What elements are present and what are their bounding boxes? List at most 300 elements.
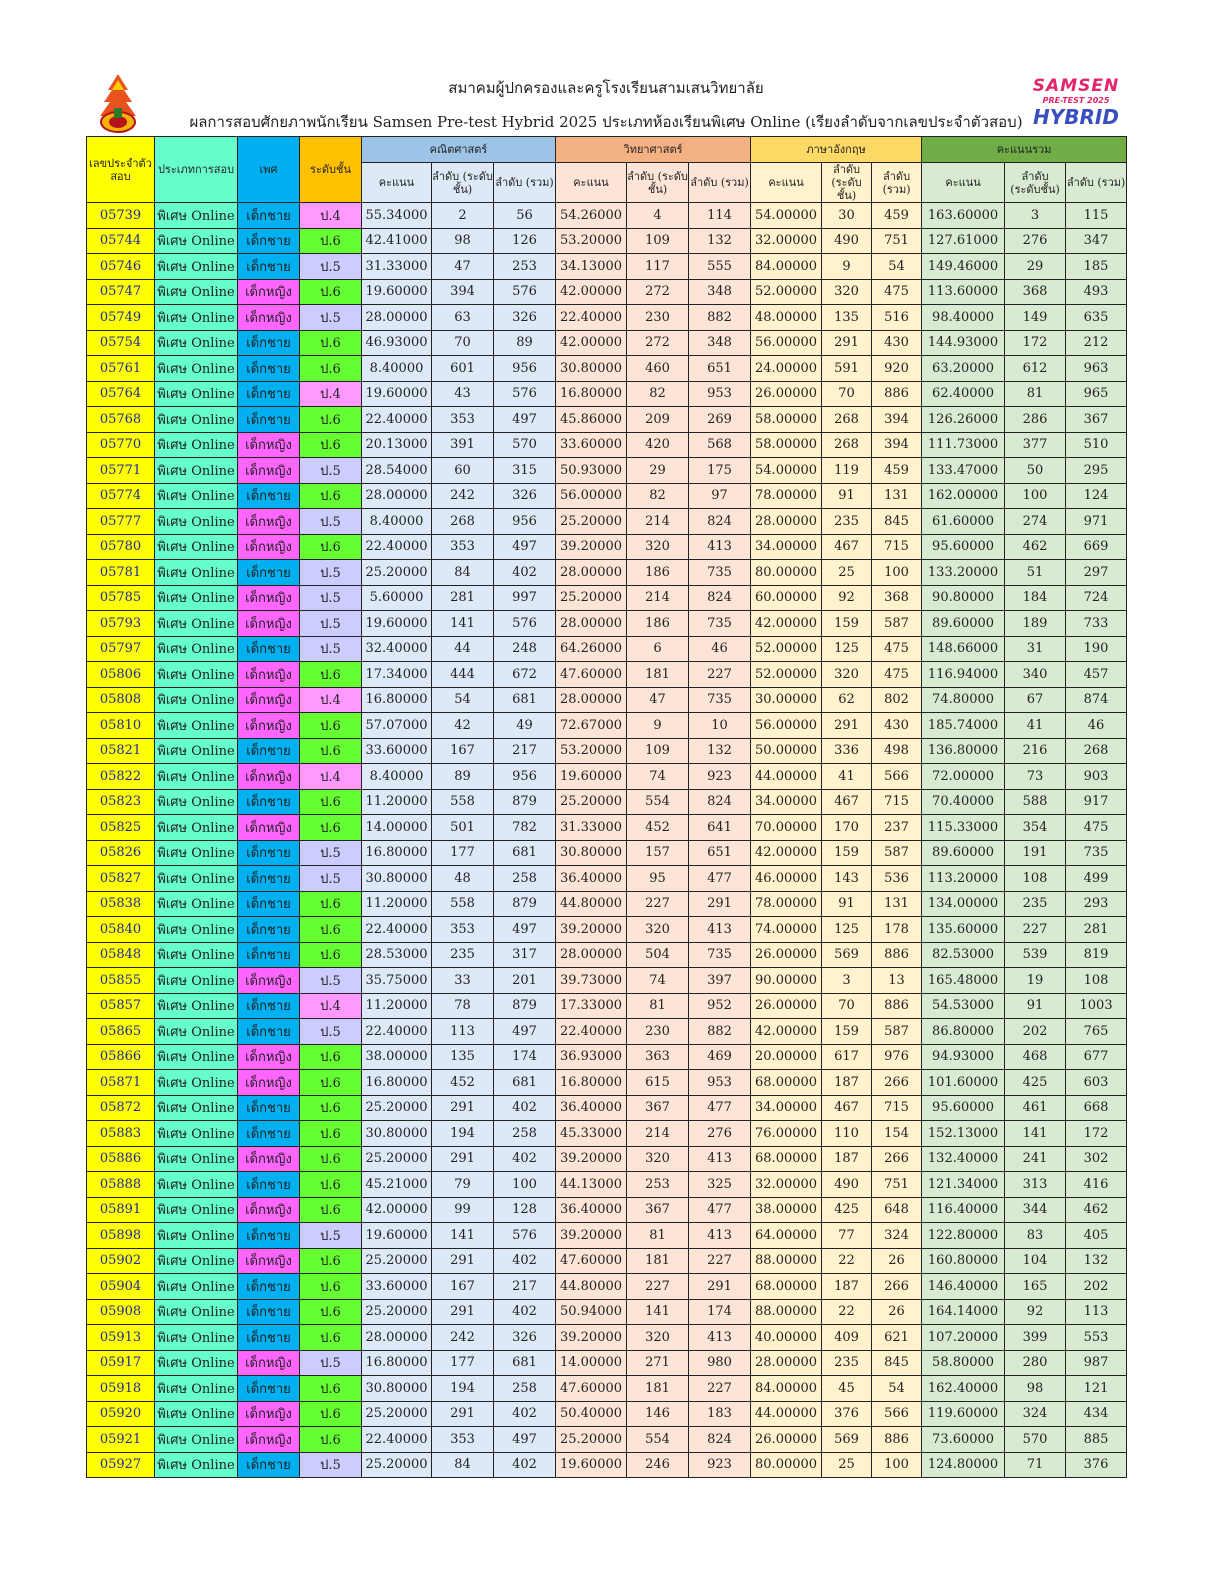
math-rank-all-cell: 576 bbox=[494, 1223, 556, 1249]
math-score-cell: 11.20000 bbox=[362, 789, 432, 815]
grade-level-cell: ป.5 bbox=[300, 585, 362, 611]
student-id-cell: 05921 bbox=[87, 1427, 155, 1453]
math-rank-all-cell: 402 bbox=[494, 1299, 556, 1325]
math-score-cell: 16.80000 bbox=[362, 1070, 432, 1096]
gender-cell: เด็กชาย bbox=[238, 203, 300, 229]
english-rank-level-cell: 125 bbox=[822, 917, 872, 943]
math-rank-level-cell: 84 bbox=[432, 1452, 494, 1478]
exam-type-cell: พิเศษ Online bbox=[155, 483, 238, 509]
math-rank-all-cell: 402 bbox=[494, 560, 556, 586]
total-rank-level-cell: 354 bbox=[1005, 815, 1066, 841]
english-score-cell: 38.00000 bbox=[751, 1197, 822, 1223]
grade-level-cell: ป.6 bbox=[300, 1044, 362, 1070]
total-rank-all-cell: 281 bbox=[1066, 917, 1127, 943]
science-score-cell: 14.00000 bbox=[556, 1350, 627, 1376]
english-score-cell: 32.00000 bbox=[751, 228, 822, 254]
math-score-cell: 33.60000 bbox=[362, 1274, 432, 1300]
total-rank-level-cell: 50 bbox=[1005, 458, 1066, 484]
english-rank-level-cell: 125 bbox=[822, 636, 872, 662]
total-score-cell: 115.33000 bbox=[922, 815, 1005, 841]
total-rank-all-cell: 121 bbox=[1066, 1376, 1127, 1402]
science-rank-level-cell: 74 bbox=[627, 764, 689, 790]
science-score-cell: 47.60000 bbox=[556, 1376, 627, 1402]
gender-cell: เด็กชาย bbox=[238, 840, 300, 866]
total-score-cell: 162.00000 bbox=[922, 483, 1005, 509]
total-rank-all-cell: 113 bbox=[1066, 1299, 1127, 1325]
english-rank-level-cell: 425 bbox=[822, 1197, 872, 1223]
math-rank-all-cell: 681 bbox=[494, 840, 556, 866]
english-rank-all-cell: 475 bbox=[872, 662, 922, 688]
science-rank-all-cell: 953 bbox=[689, 381, 751, 407]
total-rank-all-cell: 46 bbox=[1066, 713, 1127, 739]
english-rank-level-cell: 135 bbox=[822, 305, 872, 331]
math-rank-all-cell: 879 bbox=[494, 789, 556, 815]
gender-cell: เด็กหญิง bbox=[238, 713, 300, 739]
total-rank-all-cell: 735 bbox=[1066, 840, 1127, 866]
english-rank-all-cell: 475 bbox=[872, 279, 922, 305]
english-rank-all-cell: 648 bbox=[872, 1197, 922, 1223]
math-rank-level-cell: 558 bbox=[432, 891, 494, 917]
math-score-cell: 42.41000 bbox=[362, 228, 432, 254]
science-rank-all-cell: 413 bbox=[689, 1146, 751, 1172]
exam-type-cell: พิเศษ Online bbox=[155, 942, 238, 968]
exam-type-cell: พิเศษ Online bbox=[155, 713, 238, 739]
gender-cell: เด็กชาย bbox=[238, 1095, 300, 1121]
english-score-cell: 28.00000 bbox=[751, 1350, 822, 1376]
col-header-total-score: คะแนน bbox=[922, 163, 1005, 203]
math-rank-level-cell: 44 bbox=[432, 636, 494, 662]
gender-cell: เด็กหญิง bbox=[238, 662, 300, 688]
math-rank-level-cell: 268 bbox=[432, 509, 494, 535]
english-rank-level-cell: 235 bbox=[822, 509, 872, 535]
total-score-cell: 121.34000 bbox=[922, 1172, 1005, 1198]
science-rank-all-cell: 735 bbox=[689, 611, 751, 637]
science-score-cell: 45.33000 bbox=[556, 1121, 627, 1147]
english-rank-all-cell: 715 bbox=[872, 789, 922, 815]
english-rank-all-cell: 715 bbox=[872, 1095, 922, 1121]
science-rank-all-cell: 348 bbox=[689, 330, 751, 356]
science-rank-level-cell: 320 bbox=[627, 1146, 689, 1172]
gender-cell: เด็กชาย bbox=[238, 1274, 300, 1300]
total-rank-all-cell: 668 bbox=[1066, 1095, 1127, 1121]
english-rank-level-cell: 77 bbox=[822, 1223, 872, 1249]
total-rank-level-cell: 377 bbox=[1005, 432, 1066, 458]
table-row bbox=[87, 1376, 1127, 1402]
total-rank-all-cell: 475 bbox=[1066, 815, 1127, 841]
math-score-cell: 5.60000 bbox=[362, 585, 432, 611]
english-rank-level-cell: 569 bbox=[822, 942, 872, 968]
student-id-cell: 05904 bbox=[87, 1274, 155, 1300]
total-score-cell: 148.66000 bbox=[922, 636, 1005, 662]
table-row bbox=[87, 1095, 1127, 1121]
exam-type-cell: พิเศษ Online bbox=[155, 789, 238, 815]
student-id-cell: 05898 bbox=[87, 1223, 155, 1249]
math-score-cell: 8.40000 bbox=[362, 509, 432, 535]
math-rank-all-cell: 217 bbox=[494, 1274, 556, 1300]
science-rank-all-cell: 824 bbox=[689, 585, 751, 611]
gender-cell: เด็กชาย bbox=[238, 381, 300, 407]
page-header bbox=[86, 70, 1126, 134]
english-rank-all-cell: 26 bbox=[872, 1299, 922, 1325]
total-rank-level-cell: 280 bbox=[1005, 1350, 1066, 1376]
math-rank-level-cell: 394 bbox=[432, 279, 494, 305]
exam-type-cell: พิเศษ Online bbox=[155, 611, 238, 637]
english-rank-level-cell: 320 bbox=[822, 662, 872, 688]
english-rank-all-cell: 587 bbox=[872, 840, 922, 866]
math-rank-all-cell: 89 bbox=[494, 330, 556, 356]
english-rank-all-cell: 751 bbox=[872, 228, 922, 254]
table-row bbox=[87, 432, 1127, 458]
english-score-cell: 76.00000 bbox=[751, 1121, 822, 1147]
math-score-cell: 19.60000 bbox=[362, 611, 432, 637]
math-rank-all-cell: 497 bbox=[494, 1427, 556, 1453]
math-rank-all-cell: 258 bbox=[494, 1121, 556, 1147]
science-rank-level-cell: 554 bbox=[627, 1427, 689, 1453]
exam-type-cell: พิเศษ Online bbox=[155, 1452, 238, 1478]
total-rank-all-cell: 295 bbox=[1066, 458, 1127, 484]
english-rank-all-cell: 498 bbox=[872, 738, 922, 764]
science-rank-all-cell: 469 bbox=[689, 1044, 751, 1070]
math-rank-all-cell: 956 bbox=[494, 764, 556, 790]
science-score-cell: 19.60000 bbox=[556, 1452, 627, 1478]
english-rank-level-cell: 159 bbox=[822, 1019, 872, 1045]
total-rank-all-cell: 499 bbox=[1066, 866, 1127, 892]
english-rank-level-cell: 41 bbox=[822, 764, 872, 790]
total-rank-level-cell: 241 bbox=[1005, 1146, 1066, 1172]
gender-cell: เด็กหญิง bbox=[238, 432, 300, 458]
gender-cell: เด็กชาย bbox=[238, 1452, 300, 1478]
english-rank-level-cell: 25 bbox=[822, 560, 872, 586]
science-rank-all-cell: 227 bbox=[689, 662, 751, 688]
total-rank-all-cell: 1003 bbox=[1066, 993, 1127, 1019]
science-score-cell: 50.93000 bbox=[556, 458, 627, 484]
total-rank-level-cell: 340 bbox=[1005, 662, 1066, 688]
exam-type-cell: พิเศษ Online bbox=[155, 764, 238, 790]
event-logo-line3: HYBRID bbox=[1033, 105, 1119, 129]
student-id-cell: 05838 bbox=[87, 891, 155, 917]
math-rank-all-cell: 317 bbox=[494, 942, 556, 968]
english-rank-level-cell: 3 bbox=[822, 968, 872, 994]
math-rank-level-cell: 281 bbox=[432, 585, 494, 611]
grade-level-cell: ป.6 bbox=[300, 534, 362, 560]
science-score-cell: 16.80000 bbox=[556, 1070, 627, 1096]
math-rank-all-cell: 681 bbox=[494, 687, 556, 713]
science-rank-level-cell: 109 bbox=[627, 228, 689, 254]
science-rank-level-cell: 271 bbox=[627, 1350, 689, 1376]
student-id-cell: 05739 bbox=[87, 203, 155, 229]
gender-cell: เด็กชาย bbox=[238, 228, 300, 254]
math-rank-all-cell: 879 bbox=[494, 993, 556, 1019]
english-rank-level-cell: 170 bbox=[822, 815, 872, 841]
science-rank-all-cell: 174 bbox=[689, 1299, 751, 1325]
math-rank-all-cell: 497 bbox=[494, 534, 556, 560]
grade-level-cell: ป.4 bbox=[300, 687, 362, 713]
table-row bbox=[87, 254, 1127, 280]
col-header-math-score: คะแนน bbox=[362, 163, 432, 203]
total-rank-all-cell: 416 bbox=[1066, 1172, 1127, 1198]
total-score-cell: 146.40000 bbox=[922, 1274, 1005, 1300]
english-rank-all-cell: 886 bbox=[872, 993, 922, 1019]
math-score-cell: 8.40000 bbox=[362, 356, 432, 382]
english-score-cell: 54.00000 bbox=[751, 203, 822, 229]
total-score-cell: 163.60000 bbox=[922, 203, 1005, 229]
math-score-cell: 19.60000 bbox=[362, 1223, 432, 1249]
gender-cell: เด็กชาย bbox=[238, 407, 300, 433]
math-score-cell: 28.00000 bbox=[362, 1325, 432, 1351]
english-score-cell: 26.00000 bbox=[751, 942, 822, 968]
english-rank-level-cell: 591 bbox=[822, 356, 872, 382]
total-rank-level-cell: 3 bbox=[1005, 203, 1066, 229]
science-rank-level-cell: 186 bbox=[627, 611, 689, 637]
science-score-cell: 25.20000 bbox=[556, 789, 627, 815]
math-rank-all-cell: 576 bbox=[494, 611, 556, 637]
exam-type-cell: พิเศษ Online bbox=[155, 407, 238, 433]
english-rank-all-cell: 100 bbox=[872, 560, 922, 586]
student-id-cell: 05793 bbox=[87, 611, 155, 637]
student-id-cell: 05891 bbox=[87, 1197, 155, 1223]
math-rank-level-cell: 601 bbox=[432, 356, 494, 382]
science-score-cell: 36.93000 bbox=[556, 1044, 627, 1070]
math-rank-level-cell: 194 bbox=[432, 1376, 494, 1402]
english-rank-all-cell: 430 bbox=[872, 713, 922, 739]
total-rank-level-cell: 19 bbox=[1005, 968, 1066, 994]
science-rank-level-cell: 504 bbox=[627, 942, 689, 968]
student-id-cell: 05888 bbox=[87, 1172, 155, 1198]
english-score-cell: 34.00000 bbox=[751, 789, 822, 815]
total-score-cell: 90.80000 bbox=[922, 585, 1005, 611]
grade-level-cell: ป.6 bbox=[300, 228, 362, 254]
math-rank-all-cell: 681 bbox=[494, 1350, 556, 1376]
student-id-cell: 05825 bbox=[87, 815, 155, 841]
exam-type-cell: พิเศษ Online bbox=[155, 228, 238, 254]
science-rank-level-cell: 209 bbox=[627, 407, 689, 433]
english-score-cell: 56.00000 bbox=[751, 330, 822, 356]
english-rank-all-cell: 237 bbox=[872, 815, 922, 841]
table-row bbox=[87, 942, 1127, 968]
math-score-cell: 30.80000 bbox=[362, 1376, 432, 1402]
exam-type-cell: พิเศษ Online bbox=[155, 509, 238, 535]
science-rank-level-cell: 320 bbox=[627, 534, 689, 560]
grade-level-cell: ป.4 bbox=[300, 381, 362, 407]
math-rank-level-cell: 501 bbox=[432, 815, 494, 841]
col-header-sci-score: คะแนน bbox=[556, 163, 627, 203]
english-rank-all-cell: 178 bbox=[872, 917, 922, 943]
science-rank-level-cell: 227 bbox=[627, 1274, 689, 1300]
science-score-cell: 19.60000 bbox=[556, 764, 627, 790]
exam-type-cell: พิเศษ Online bbox=[155, 1121, 238, 1147]
total-score-cell: 134.00000 bbox=[922, 891, 1005, 917]
english-score-cell: 34.00000 bbox=[751, 1095, 822, 1121]
math-rank-level-cell: 113 bbox=[432, 1019, 494, 1045]
english-score-cell: 56.00000 bbox=[751, 713, 822, 739]
science-rank-all-cell: 651 bbox=[689, 840, 751, 866]
math-score-cell: 46.93000 bbox=[362, 330, 432, 356]
student-id-cell: 05821 bbox=[87, 738, 155, 764]
english-score-cell: 90.00000 bbox=[751, 968, 822, 994]
col-group-science: วิทยาศาสตร์ bbox=[556, 137, 751, 163]
english-rank-level-cell: 490 bbox=[822, 1172, 872, 1198]
english-rank-all-cell: 886 bbox=[872, 381, 922, 407]
results-body bbox=[87, 203, 1127, 1478]
total-rank-all-cell: 434 bbox=[1066, 1401, 1127, 1427]
science-score-cell: 25.20000 bbox=[556, 509, 627, 535]
col-header-gender: เพศ bbox=[238, 137, 300, 203]
total-rank-level-cell: 98 bbox=[1005, 1376, 1066, 1402]
math-score-cell: 19.60000 bbox=[362, 381, 432, 407]
grade-level-cell: ป.6 bbox=[300, 815, 362, 841]
exam-type-cell: พิเศษ Online bbox=[155, 866, 238, 892]
english-rank-level-cell: 467 bbox=[822, 1095, 872, 1121]
total-score-cell: 133.20000 bbox=[922, 560, 1005, 586]
science-score-cell: 39.20000 bbox=[556, 1325, 627, 1351]
math-rank-all-cell: 49 bbox=[494, 713, 556, 739]
math-rank-all-cell: 497 bbox=[494, 1019, 556, 1045]
exam-type-cell: พิเศษ Online bbox=[155, 330, 238, 356]
gender-cell: เด็กชาย bbox=[238, 917, 300, 943]
english-score-cell: 70.00000 bbox=[751, 815, 822, 841]
science-score-cell: 33.60000 bbox=[556, 432, 627, 458]
student-id-cell: 05822 bbox=[87, 764, 155, 790]
total-rank-level-cell: 191 bbox=[1005, 840, 1066, 866]
math-rank-level-cell: 47 bbox=[432, 254, 494, 280]
grade-level-cell: ป.5 bbox=[300, 1350, 362, 1376]
english-score-cell: 52.00000 bbox=[751, 662, 822, 688]
math-rank-level-cell: 353 bbox=[432, 407, 494, 433]
math-score-cell: 8.40000 bbox=[362, 764, 432, 790]
science-rank-all-cell: 555 bbox=[689, 254, 751, 280]
english-rank-all-cell: 100 bbox=[872, 1452, 922, 1478]
english-rank-all-cell: 459 bbox=[872, 203, 922, 229]
grade-level-cell: ป.5 bbox=[300, 636, 362, 662]
grade-level-cell: ป.6 bbox=[300, 1299, 362, 1325]
science-rank-all-cell: 641 bbox=[689, 815, 751, 841]
exam-type-cell: พิเศษ Online bbox=[155, 305, 238, 331]
col-header-sci-rank-level: ลำดับ (ระดับชั้น) bbox=[627, 163, 689, 203]
math-rank-level-cell: 99 bbox=[432, 1197, 494, 1223]
science-rank-level-cell: 81 bbox=[627, 1223, 689, 1249]
grade-level-cell: ป.5 bbox=[300, 1452, 362, 1478]
math-score-cell: 22.40000 bbox=[362, 1019, 432, 1045]
math-rank-level-cell: 141 bbox=[432, 1223, 494, 1249]
english-rank-level-cell: 235 bbox=[822, 1350, 872, 1376]
math-rank-level-cell: 353 bbox=[432, 1427, 494, 1453]
math-rank-level-cell: 194 bbox=[432, 1121, 494, 1147]
math-rank-all-cell: 879 bbox=[494, 891, 556, 917]
total-rank-level-cell: 202 bbox=[1005, 1019, 1066, 1045]
science-rank-level-cell: 460 bbox=[627, 356, 689, 382]
english-rank-all-cell: 920 bbox=[872, 356, 922, 382]
english-rank-level-cell: 268 bbox=[822, 432, 872, 458]
english-score-cell: 24.00000 bbox=[751, 356, 822, 382]
gender-cell: เด็กหญิง bbox=[238, 279, 300, 305]
table-row bbox=[87, 458, 1127, 484]
science-rank-all-cell: 325 bbox=[689, 1172, 751, 1198]
table-row bbox=[87, 585, 1127, 611]
english-rank-level-cell: 569 bbox=[822, 1427, 872, 1453]
grade-level-cell: ป.5 bbox=[300, 305, 362, 331]
science-rank-level-cell: 47 bbox=[627, 687, 689, 713]
gender-cell: เด็กชาย bbox=[238, 1121, 300, 1147]
math-rank-level-cell: 177 bbox=[432, 1350, 494, 1376]
science-score-cell: 28.00000 bbox=[556, 687, 627, 713]
total-rank-level-cell: 165 bbox=[1005, 1274, 1066, 1300]
english-score-cell: 32.00000 bbox=[751, 1172, 822, 1198]
total-score-cell: 89.60000 bbox=[922, 611, 1005, 637]
math-score-cell: 31.33000 bbox=[362, 254, 432, 280]
table-row bbox=[87, 611, 1127, 637]
math-score-cell: 55.34000 bbox=[362, 203, 432, 229]
total-rank-level-cell: 73 bbox=[1005, 764, 1066, 790]
science-score-cell: 25.20000 bbox=[556, 585, 627, 611]
english-score-cell: 30.00000 bbox=[751, 687, 822, 713]
grade-level-cell: ป.6 bbox=[300, 789, 362, 815]
math-rank-all-cell: 402 bbox=[494, 1452, 556, 1478]
grade-level-cell: ป.6 bbox=[300, 738, 362, 764]
exam-type-cell: พิเศษ Online bbox=[155, 687, 238, 713]
grade-level-cell: ป.5 bbox=[300, 254, 362, 280]
student-id-cell: 05768 bbox=[87, 407, 155, 433]
student-id-cell: 05808 bbox=[87, 687, 155, 713]
science-rank-all-cell: 348 bbox=[689, 279, 751, 305]
english-score-cell: 40.00000 bbox=[751, 1325, 822, 1351]
total-rank-all-cell: 917 bbox=[1066, 789, 1127, 815]
science-rank-all-cell: 46 bbox=[689, 636, 751, 662]
exam-type-cell: พิเศษ Online bbox=[155, 203, 238, 229]
math-score-cell: 25.20000 bbox=[362, 560, 432, 586]
english-rank-all-cell: 566 bbox=[872, 764, 922, 790]
math-rank-level-cell: 353 bbox=[432, 917, 494, 943]
grade-level-cell: ป.5 bbox=[300, 968, 362, 994]
science-score-cell: 54.26000 bbox=[556, 203, 627, 229]
science-score-cell: 39.20000 bbox=[556, 1146, 627, 1172]
science-score-cell: 56.00000 bbox=[556, 483, 627, 509]
science-rank-all-cell: 413 bbox=[689, 917, 751, 943]
gender-cell: เด็กหญิง bbox=[238, 764, 300, 790]
grade-level-cell: ป.6 bbox=[300, 891, 362, 917]
science-rank-all-cell: 175 bbox=[689, 458, 751, 484]
science-rank-all-cell: 953 bbox=[689, 1070, 751, 1096]
total-rank-all-cell: 212 bbox=[1066, 330, 1127, 356]
student-id-cell: 05855 bbox=[87, 968, 155, 994]
english-rank-all-cell: 516 bbox=[872, 305, 922, 331]
total-rank-level-cell: 216 bbox=[1005, 738, 1066, 764]
total-rank-all-cell: 903 bbox=[1066, 764, 1127, 790]
science-rank-level-cell: 141 bbox=[627, 1299, 689, 1325]
english-rank-level-cell: 467 bbox=[822, 534, 872, 560]
science-score-cell: 53.20000 bbox=[556, 228, 627, 254]
grade-level-cell: ป.5 bbox=[300, 611, 362, 637]
student-id-cell: 05913 bbox=[87, 1325, 155, 1351]
science-rank-all-cell: 923 bbox=[689, 764, 751, 790]
math-score-cell: 16.80000 bbox=[362, 840, 432, 866]
total-rank-level-cell: 81 bbox=[1005, 381, 1066, 407]
english-rank-level-cell: 25 bbox=[822, 1452, 872, 1478]
grade-level-cell: ป.6 bbox=[300, 1274, 362, 1300]
total-rank-level-cell: 83 bbox=[1005, 1223, 1066, 1249]
total-rank-level-cell: 100 bbox=[1005, 483, 1066, 509]
total-rank-all-cell: 172 bbox=[1066, 1121, 1127, 1147]
gender-cell: เด็กชาย bbox=[238, 738, 300, 764]
student-id-cell: 05886 bbox=[87, 1146, 155, 1172]
english-score-cell: 88.00000 bbox=[751, 1299, 822, 1325]
math-rank-all-cell: 326 bbox=[494, 483, 556, 509]
total-rank-level-cell: 41 bbox=[1005, 713, 1066, 739]
total-rank-level-cell: 184 bbox=[1005, 585, 1066, 611]
gender-cell: เด็กหญิง bbox=[238, 585, 300, 611]
total-rank-all-cell: 108 bbox=[1066, 968, 1127, 994]
math-score-cell: 20.13000 bbox=[362, 432, 432, 458]
table-row bbox=[87, 636, 1127, 662]
